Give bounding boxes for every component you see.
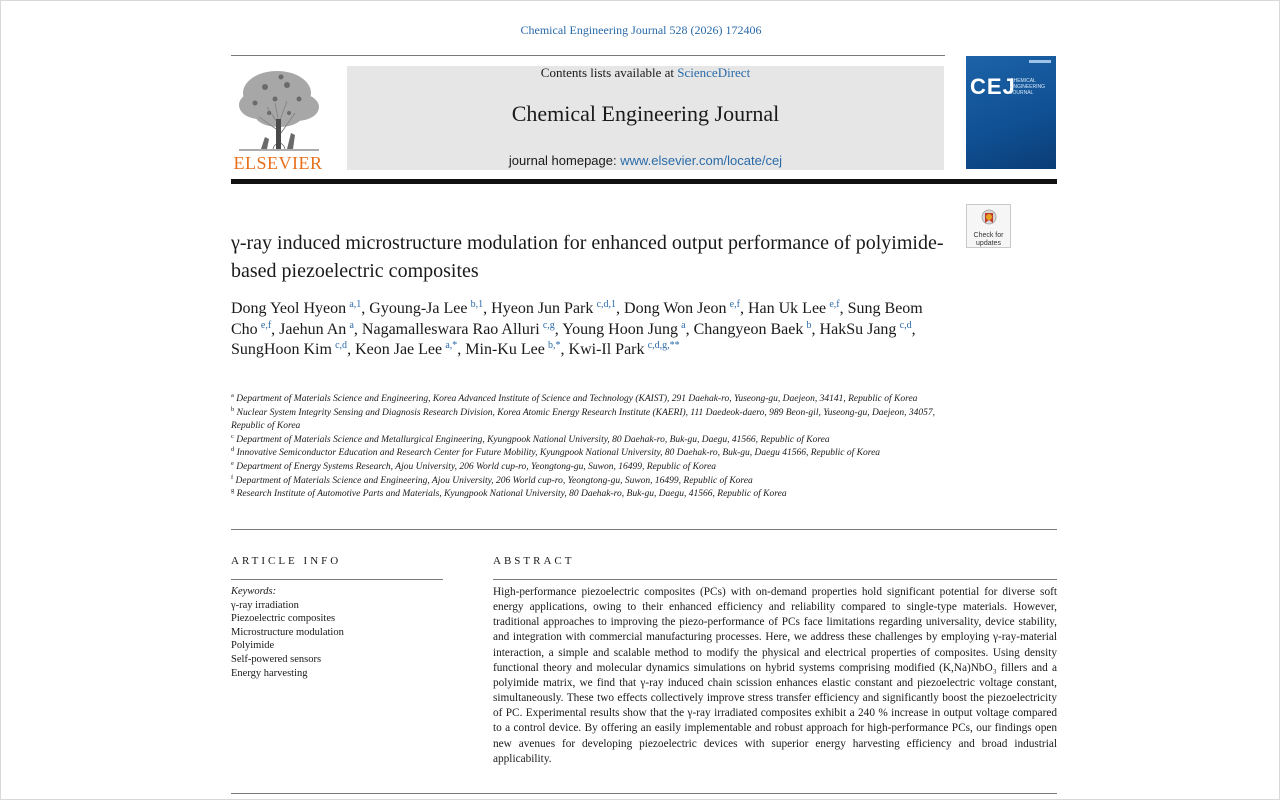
affiliation-text: Department of Energy Systems Research, Ajou University, 206 World cup-ro, Yeongtong-gu, Suwon, 16499, Republic of Korea (236, 461, 717, 472)
affiliation-item (231, 447, 951, 461)
affiliation-text: Department of Materials Science and Engineering, Korea Advanced Institute of Science and Technology (KAIST), 291 Daehak-ro, Yuseong-gu, Daejeon, 34141, Republic of Korea (236, 394, 918, 404)
publisher-name: ELSEVIER (233, 153, 323, 173)
affiliation-key: g (231, 487, 235, 495)
author-affiliation-marker[interactable]: a (681, 319, 686, 331)
author-name[interactable]: Young Hoon Jung (562, 320, 678, 338)
cover-subtitle: CHEMICAL ENGINEERING JOURNAL (1010, 78, 1046, 96)
affiliation-list (231, 393, 951, 502)
author-name[interactable]: Gyoung-Ja Lee (369, 300, 468, 317)
keyword-item: Polyimide (231, 640, 275, 652)
keyword-item: Microstructure modulation (231, 626, 344, 638)
affiliation-text: Department of Materials Science and Metallurgical Engineering, Kyungpook National University, 80 Daehak-ro, Buk-gu, Daegu, 41566, Republic of Korea (236, 434, 830, 445)
check-label-line1: Check for (973, 232, 1004, 239)
header-divider (231, 179, 1057, 184)
check-for-updates-icon (981, 209, 997, 229)
author-name[interactable]: Changyeon Baek (693, 320, 804, 338)
homepage-link[interactable]: www.elsevier.com/locate/cej (620, 153, 783, 168)
journal-reference[interactable]: Chemical Engineering Journal 528 (2026) 172406 (520, 23, 762, 37)
check-for-updates-button[interactable] (966, 204, 1011, 248)
sciencedirect-link[interactable]: ScienceDirect (677, 65, 751, 80)
author-affiliation-marker[interactable]: c,d (899, 319, 912, 331)
affiliation-key: a (231, 392, 234, 399)
affiliation-text: Innovative Semiconductor Education and Research Center for Future Mobility, Kyungpook National University, 80 Daehak-ro, Buk-gu, Daegu 41566, Republic of Korea (236, 448, 881, 459)
journal-masthead (347, 66, 944, 170)
affiliation-text: Nuclear System Integrity Sensing and Diagnosis Research Division, Korea Atomic Energy Research Institute (KAERI), 111 Daedeok-daero, 989 Beon-gil, Yuseong-gu, Daejeon, 34057, Republic of Korea (231, 407, 936, 432)
affiliation-key: c (231, 432, 234, 440)
author-affiliation-marker[interactable]: e,f (829, 299, 840, 310)
affiliation-key: e (231, 459, 234, 467)
keyword-item: Self-powered sensors (231, 653, 322, 665)
affiliation-key: b (231, 405, 235, 413)
author-affiliation-marker[interactable]: c,d,g,** (647, 340, 680, 351)
affiliation-key: d (231, 446, 235, 454)
author-name[interactable]: Dong Won Jeon (624, 300, 727, 317)
affiliation-item (231, 461, 951, 475)
author-affiliation-marker[interactable]: a,1 (349, 299, 362, 310)
author-name[interactable]: Hyeon Jun Park (491, 300, 594, 317)
keyword-item: Energy harvesting (231, 667, 308, 679)
author-affiliation-marker[interactable]: b,* (548, 340, 561, 351)
author-name[interactable]: Keon Jae Lee (355, 341, 443, 358)
keyword-item: Piezoelectric composites (231, 613, 336, 625)
author-name[interactable]: Han Uk Lee (747, 300, 827, 317)
divider (231, 55, 945, 56)
abstract-heading: ABSTRACT (493, 555, 575, 567)
check-for-updates-label (967, 232, 1010, 248)
author-name[interactable]: Dong Yeol Hyeon (231, 300, 347, 317)
cover-stripe (1029, 60, 1051, 63)
keywords-label: Keywords: (231, 586, 277, 597)
author-affiliation-marker[interactable]: b,1 (470, 299, 484, 310)
author-name[interactable]: Sung Beom Cho (231, 300, 923, 338)
abstract-text: High-performance piezoelectric composites (PCs) with on-demand properties hold significant potential for diverse soft energy applications, owing to their enhanced efficiency and reliability compared to single-type materials. However, traditional approaches to improving the piezo-performance of PCs face limitations regarding universality, device stability, and integration with commercial manufacturing processes. Here, we address these challenges by employing γ-ray-material interaction, a simple and scalable method to modify the physical and electrical properties of composites. Using density functional theory and molecular dynamics simulations on hybrid systems comprising modified (K,Na)NbO₃ fillers and a polyimide matrix, we find that γ-ray induced chain scission enhances elastic constant and piezoelectric voltage constant, simultaneously. These two effects collectively improve stress transfer efficiency and significantly boost the piezoelectricity of PC. Experimental results show that the γ-ray irradiated composites exhibit a 240 % increase in output voltage compared to a control device. By offering an easily implementable and robust approach for high-performance PCs, our findings open new avenues for developing piezoelectric devices with superior energy harvesting efficiency and broad industrial applicability. (493, 586, 1057, 765)
journal-homepage (347, 153, 944, 168)
divider (231, 579, 443, 580)
author-affiliation-marker[interactable]: c,g (542, 319, 555, 331)
journal-name: Chemical Engineering Journal (511, 101, 780, 126)
author-name[interactable]: SungHoon Kim (231, 341, 332, 358)
divider (231, 529, 1057, 530)
author-list: Dong Yeol Hyeon $^{a,1}$, Gyoung-Ja Lee $^{b,1}$, Hyeon Jun Park $^{c,d,1}$, Dong Won Jeon $^{e,f}$, Han Uk Lee $^{e,f}$, Sung Beom Cho $^{e,f}$, Jaehun An $^a$, Nagamalleswara Rao Alluri $^{c,g}$, Young Hoon Jung $^a$, Changyeon Baek $^b$, HakSu Jang $^{c,d}$, SungHoon Kim $^{c,d}$, Keon Jae Lee $^{a,*}$, Min-Ku Lee $^{b,*}$, Kwi-Il Park $^{c,d,g,**}$ (231, 299, 923, 358)
journal-cover[interactable] (966, 56, 1056, 169)
author-affiliation-marker[interactable]: a,* (445, 340, 458, 351)
affiliation-text: Department of Materials Science and Engineering, Ajou University, 206 World cup-ro, Yeongtong-gu, Suwon, 16499, Republic of Korea (235, 475, 753, 486)
keywords-block (231, 585, 443, 680)
affiliation-item (231, 488, 951, 502)
author-name[interactable]: Jaehun An (279, 320, 347, 338)
divider (493, 579, 1057, 580)
contents-line (347, 66, 944, 80)
affiliation-text: Research Institute of Automotive Parts and Materials, Kyungpook National University, 80 Daehak-ro, Buk-gu, Daegu, 41566, Republic of Korea (236, 489, 787, 500)
homepage-prefix: journal homepage: (508, 153, 621, 168)
author-affiliation-marker[interactable]: c,d (335, 340, 348, 351)
article-info-heading: ARTICLE INFO (231, 555, 342, 567)
affiliation-item (231, 393, 951, 407)
cover-abbrev: CEJ (970, 74, 1016, 99)
author-affiliation-marker[interactable]: b (806, 319, 812, 331)
check-label-line2: updates (976, 240, 1001, 247)
affiliation-item (231, 434, 951, 448)
affiliation-item (231, 407, 951, 434)
contents-prefix: Contents lists available at (540, 65, 678, 80)
author-name[interactable]: HakSu Jang (819, 320, 897, 338)
article-title: γ-ray induced microstructure modulation for enhanced output performance of polyimide-based piezoelectric composites (231, 232, 944, 282)
divider (231, 793, 1057, 794)
author-affiliation-marker[interactable]: a (349, 319, 354, 331)
author-name[interactable]: Kwi-Il Park (568, 341, 645, 358)
keyword-item: γ-ray irradiation (231, 599, 299, 611)
affiliation-item (231, 475, 951, 489)
affiliation-key: f (231, 473, 234, 481)
author-affiliation-marker[interactable]: c,d,1 (596, 299, 617, 310)
author-affiliation-marker[interactable]: e,f (260, 319, 272, 331)
author-affiliation-marker[interactable]: e,f (729, 299, 740, 310)
author-name[interactable]: Min-Ku Lee (465, 341, 545, 358)
author-name[interactable]: Nagamalleswara Rao Alluri (361, 320, 540, 338)
